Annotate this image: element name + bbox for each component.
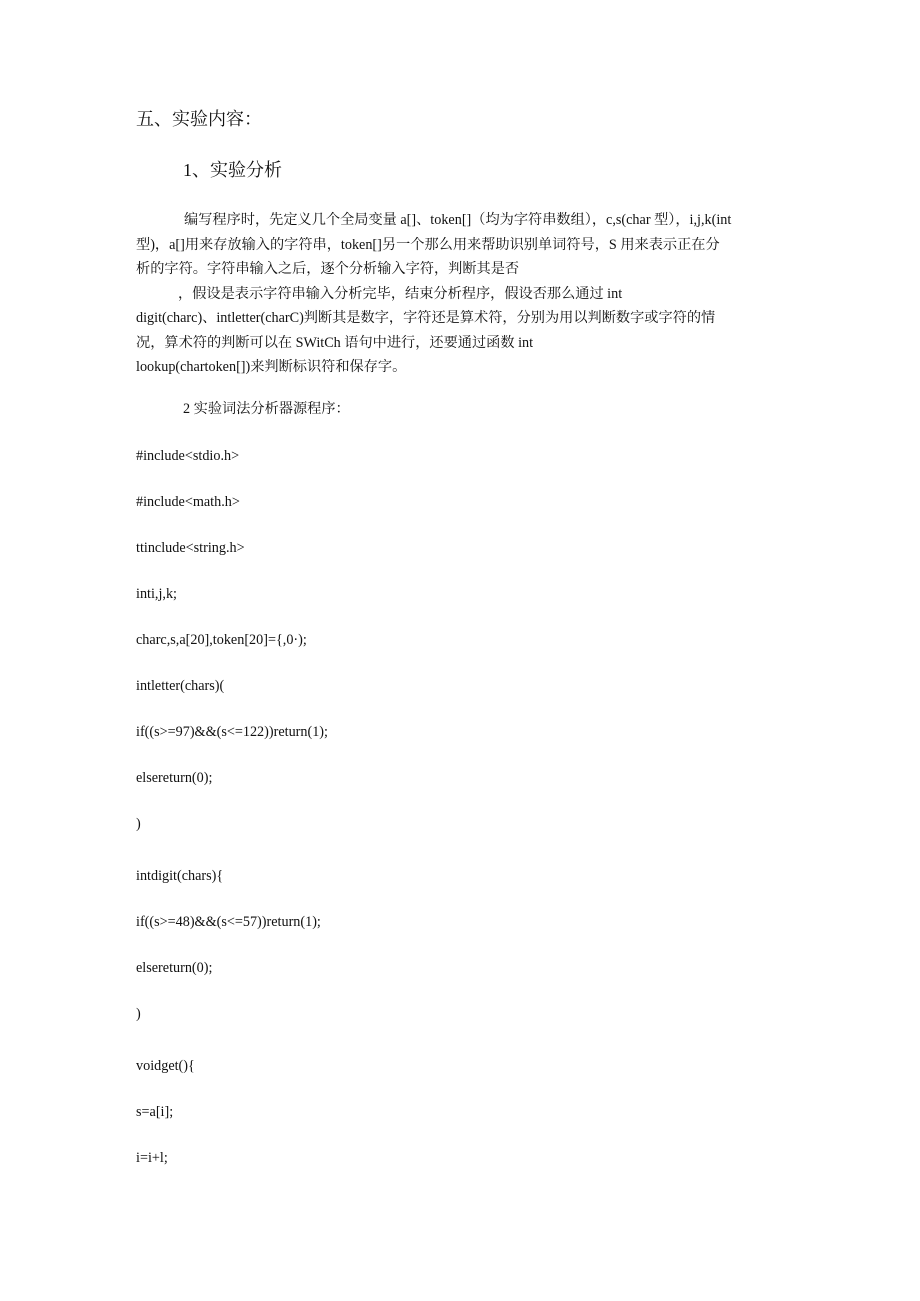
code-line: s=a[i]; <box>136 1104 174 1120</box>
analysis-line: 型)，a[]用来存放输入的字符串，token[]另一个那么用来帮助识别单词符号，S 用来表示正在分 <box>136 236 720 253</box>
analysis-heading: 1、实验分析 <box>183 160 282 180</box>
code-line: if((s>=97)&&(s<=122))return(1); <box>136 724 328 740</box>
code-line: intletter(chars)( <box>136 678 225 694</box>
code-line: if((s>=48)&&(s<=57))return(1); <box>136 914 321 930</box>
code-line: #include<stdio.h> <box>136 448 240 464</box>
code-line: ) <box>136 816 141 832</box>
analysis-line: digit(charc)、intletter(charC)判断其是数字，字符还是算术符，分别为用以判断数字或字符的情 <box>136 310 716 326</box>
code-line: inti,j,k; <box>136 586 177 602</box>
code-line: ) <box>136 1006 141 1022</box>
code-line: elsereturn(0); <box>136 960 213 976</box>
analysis-paragraph <box>136 208 776 380</box>
section-title: 五、实验内容： <box>136 109 262 129</box>
code-line: intdigit(chars){ <box>136 868 224 884</box>
code-line: i=i+l; <box>136 1150 168 1166</box>
analysis-line: lookup(chartoken[])来判断标识符和保存字。 <box>136 359 407 375</box>
code-line: ttinclude<string.h> <box>136 540 245 556</box>
analysis-line: ，假设是表示字符串输入分析完毕，结束分析程序，假设否那么通过 int <box>178 285 623 302</box>
analysis-line: 析的字符。字符串输入之后，逐个分析输入字符，判断其是否 <box>136 261 520 277</box>
analysis-line: 编写程序时，先定义几个全局变量 a[]、token[]（均为字符串数组），c,s(char 型），i,j,k(int <box>184 212 732 228</box>
code-line: elsereturn(0); <box>136 770 213 786</box>
source-heading: 2 实验词法分析器源程序： <box>183 401 350 417</box>
code-line: voidget(){ <box>136 1058 195 1074</box>
code-line: charc,s,a[20],token[20]={,0·); <box>136 632 307 648</box>
code-line: #include<math.h> <box>136 494 240 510</box>
analysis-line: 况，算术符的判断可以在 SWitCh 语句中进行，还要通过函数 int <box>136 334 534 351</box>
